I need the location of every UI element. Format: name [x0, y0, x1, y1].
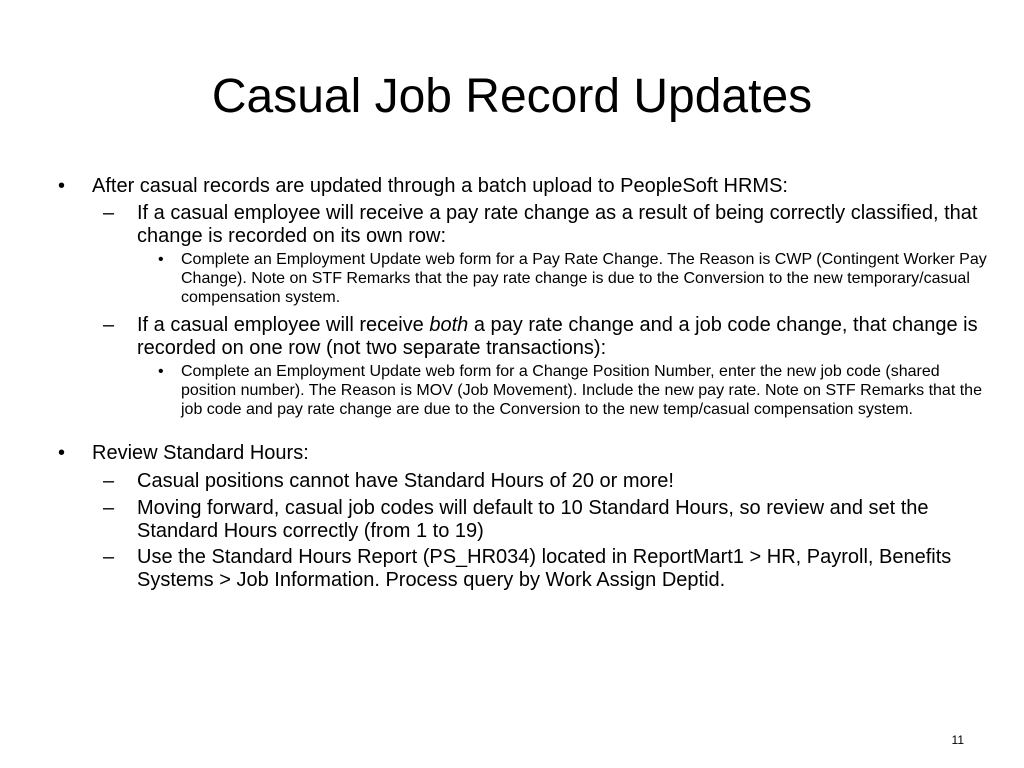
dash-marker: – [103, 546, 115, 568]
sub-bullet-item [103, 470, 993, 493]
sub-bullet-text-end: a pay rate change and a job code change, that change is recorded on one row (not two separate transactions): [137, 314, 978, 359]
emphasis-text: both [429, 314, 469, 336]
bullet-text: Review Standard Hours: [92, 442, 309, 464]
sub-bullet-item [103, 546, 993, 592]
detail-bullet-text: Complete an Employment Update web form for a Change Position Number, enter the new job code (shared position number). The Reason is MOV (Job Movement). Include the new pay rate. Note on STF Remarks that the job code and pay rate change are due to the Conversion to the new temp/casual compensation system. [181, 363, 982, 418]
dash-marker: – [103, 470, 115, 492]
bullet-item [58, 442, 988, 465]
detail-bullet-text: Complete an Employment Update web form for a Pay Rate Change. The Reason is CWP (Contingent Worker Pay Change). Note on STF Remarks that the pay rate change is due to the Conversion to the new temporary/casual compensation system. [181, 251, 987, 306]
dash-marker: – [103, 202, 115, 224]
dash-marker: – [103, 497, 115, 519]
bullet-item [58, 175, 988, 198]
sub-bullet-item [103, 314, 993, 360]
sub-bullet-text: If a casual employee will receive a pay rate change as a result of being correctly classified, that change is recorded on its own row: [137, 202, 978, 247]
bullet-text: After casual records are updated through a batch upload to PeopleSoft HRMS: [92, 175, 788, 197]
sub-bullet-text: Moving forward, casual job codes will default to 10 Standard Hours, so review and set the Standard Hours correctly (from 1 to 19) [137, 497, 929, 542]
sub-bullet-text-start: If a casual employee will receive [137, 314, 430, 336]
bullet-marker: • [58, 175, 66, 197]
sub-bullet-text [137, 314, 993, 360]
sub-bullet-item [103, 202, 993, 248]
bullet-marker: • [158, 363, 164, 380]
detail-bullet-item [158, 362, 990, 419]
bullet-marker: • [158, 251, 164, 268]
sub-bullet-text: Casual positions cannot have Standard Hours of 20 or more! [137, 470, 674, 492]
page-number: 11 [951, 733, 964, 747]
bullet-marker: • [58, 442, 66, 464]
sub-bullet-item [103, 497, 993, 543]
dash-marker: – [103, 314, 115, 336]
sub-bullet-text: Use the Standard Hours Report (PS_HR034) located in ReportMart1 > HR, Payroll, Benefits Systems > Job Information. Process query by Work Assign Deptid. [137, 546, 952, 591]
detail-bullet-item [158, 250, 990, 307]
slide-title: Casual Job Record Updates [211, 70, 813, 123]
